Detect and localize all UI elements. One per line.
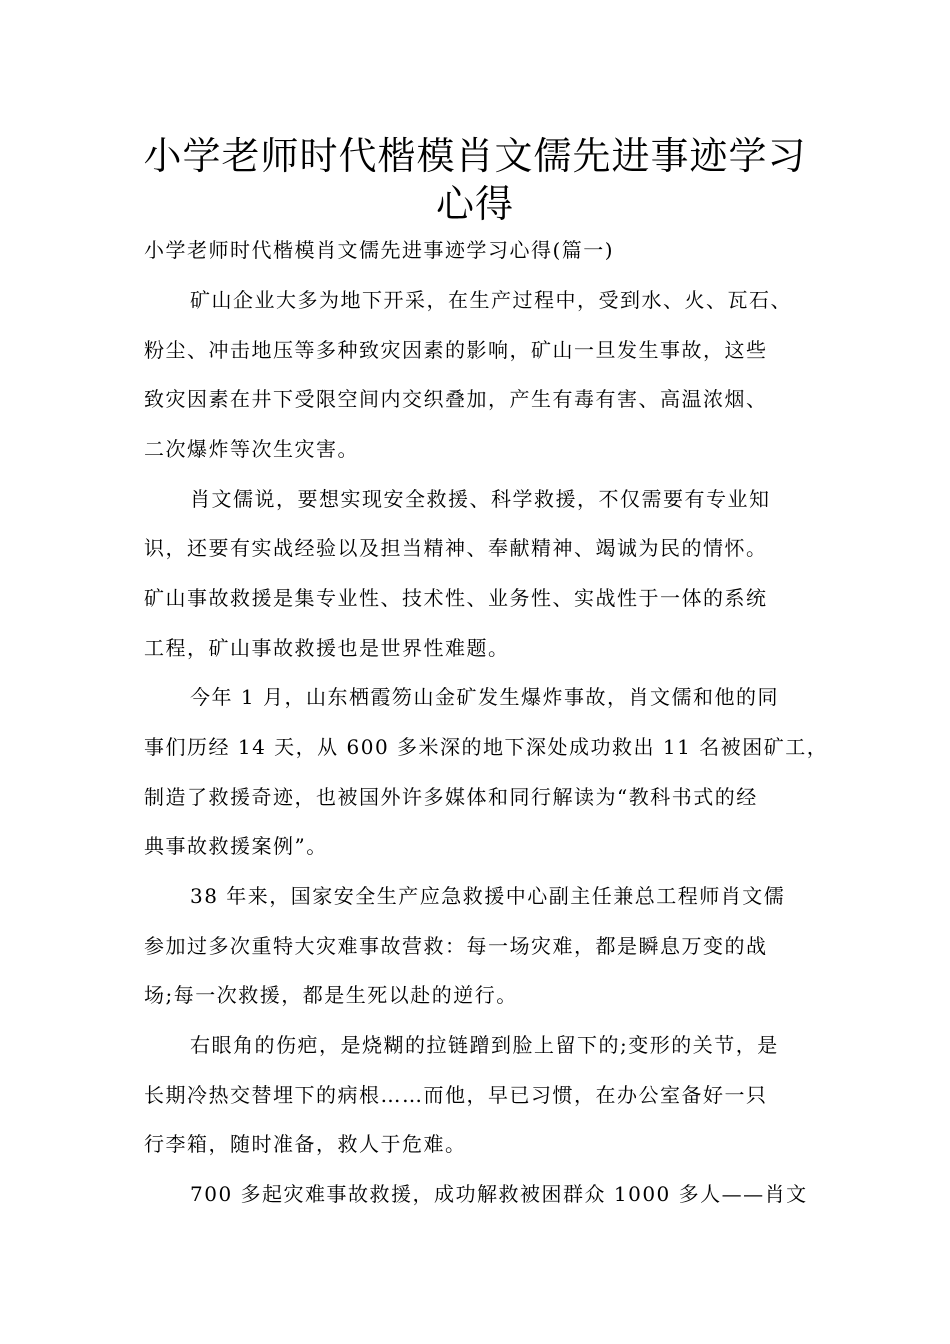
paragraph-1-line-4: 二次爆炸等次生灾害。 [144, 437, 359, 461]
paragraph-2-line-3: 矿山事故救援是集专业性、技术性、业务性、实战性于一体的系统 [144, 586, 768, 610]
document-title-line-1: 小学老师时代楷模肖文儒先进事迹学习 [143, 134, 807, 178]
document-title-line-2: 心得 [435, 182, 514, 226]
paragraph-3-line-2: 事们历经 14 天，从 600 多米深的地下深处成功救出 11 名被困矿工， [144, 735, 829, 759]
paragraph-5-line-2: 长期冷热交替埋下的病根……而他，早已习惯，在办公室备好一只 [144, 1083, 768, 1107]
paragraph-1-line-1: 矿山企业大多为地下开采，在生产过程中，受到水、火、瓦石、 [190, 288, 792, 312]
document-subtitle: 小学老师时代楷模肖文儒先进事迹学习心得(篇一) [144, 238, 615, 262]
paragraph-2-line-4: 工程，矿山事故救援也是世界性难题。 [144, 636, 510, 660]
paragraph-1-line-3: 致灾因素在井下受限空间内交织叠加，产生有毒有害、高温浓烟、 [144, 387, 768, 411]
paragraph-4-line-1: 38 年来，国家安全生产应急救援中心副主任兼总工程师肖文儒 [190, 884, 786, 908]
paragraph-6-line-1: 700 多起灾难事故救援，成功解救被困群众 1000 多人——肖文 [190, 1182, 808, 1206]
paragraph-3-line-3: 制造了救援奇迹，也被国外许多媒体和同行解读为“教科书式的经 [144, 785, 758, 809]
paragraph-4-line-3: 场;每一次救援，都是生死以赴的逆行。 [144, 983, 518, 1007]
paragraph-4-line-2: 参加过多次重特大灾难事故营救：每一场灾难，都是瞬息万变的战 [144, 934, 768, 958]
paragraph-2-line-1: 肖文儒说，要想实现安全救援、科学救援，不仅需要有专业知 [190, 487, 771, 511]
paragraph-5-line-1: 右眼角的伤疤，是烧糊的拉链蹭到脸上留下的;变形的关节，是 [190, 1033, 779, 1057]
paragraph-1-line-2: 粉尘、冲击地压等多种致灾因素的影响，矿山一旦发生事故，这些 [144, 338, 768, 362]
paragraph-3-line-1: 今年 1 月，山东栖霞笏山金矿发生爆炸事故，肖文儒和他的同 [190, 685, 779, 709]
paragraph-3-line-4: 典事故救援案例”。 [144, 834, 328, 858]
paragraph-2-line-2: 识，还要有实战经验以及担当精神、奉献精神、竭诚为民的情怀。 [144, 536, 768, 560]
paragraph-5-line-3: 行李箱，随时准备，救人于危难。 [144, 1132, 467, 1156]
